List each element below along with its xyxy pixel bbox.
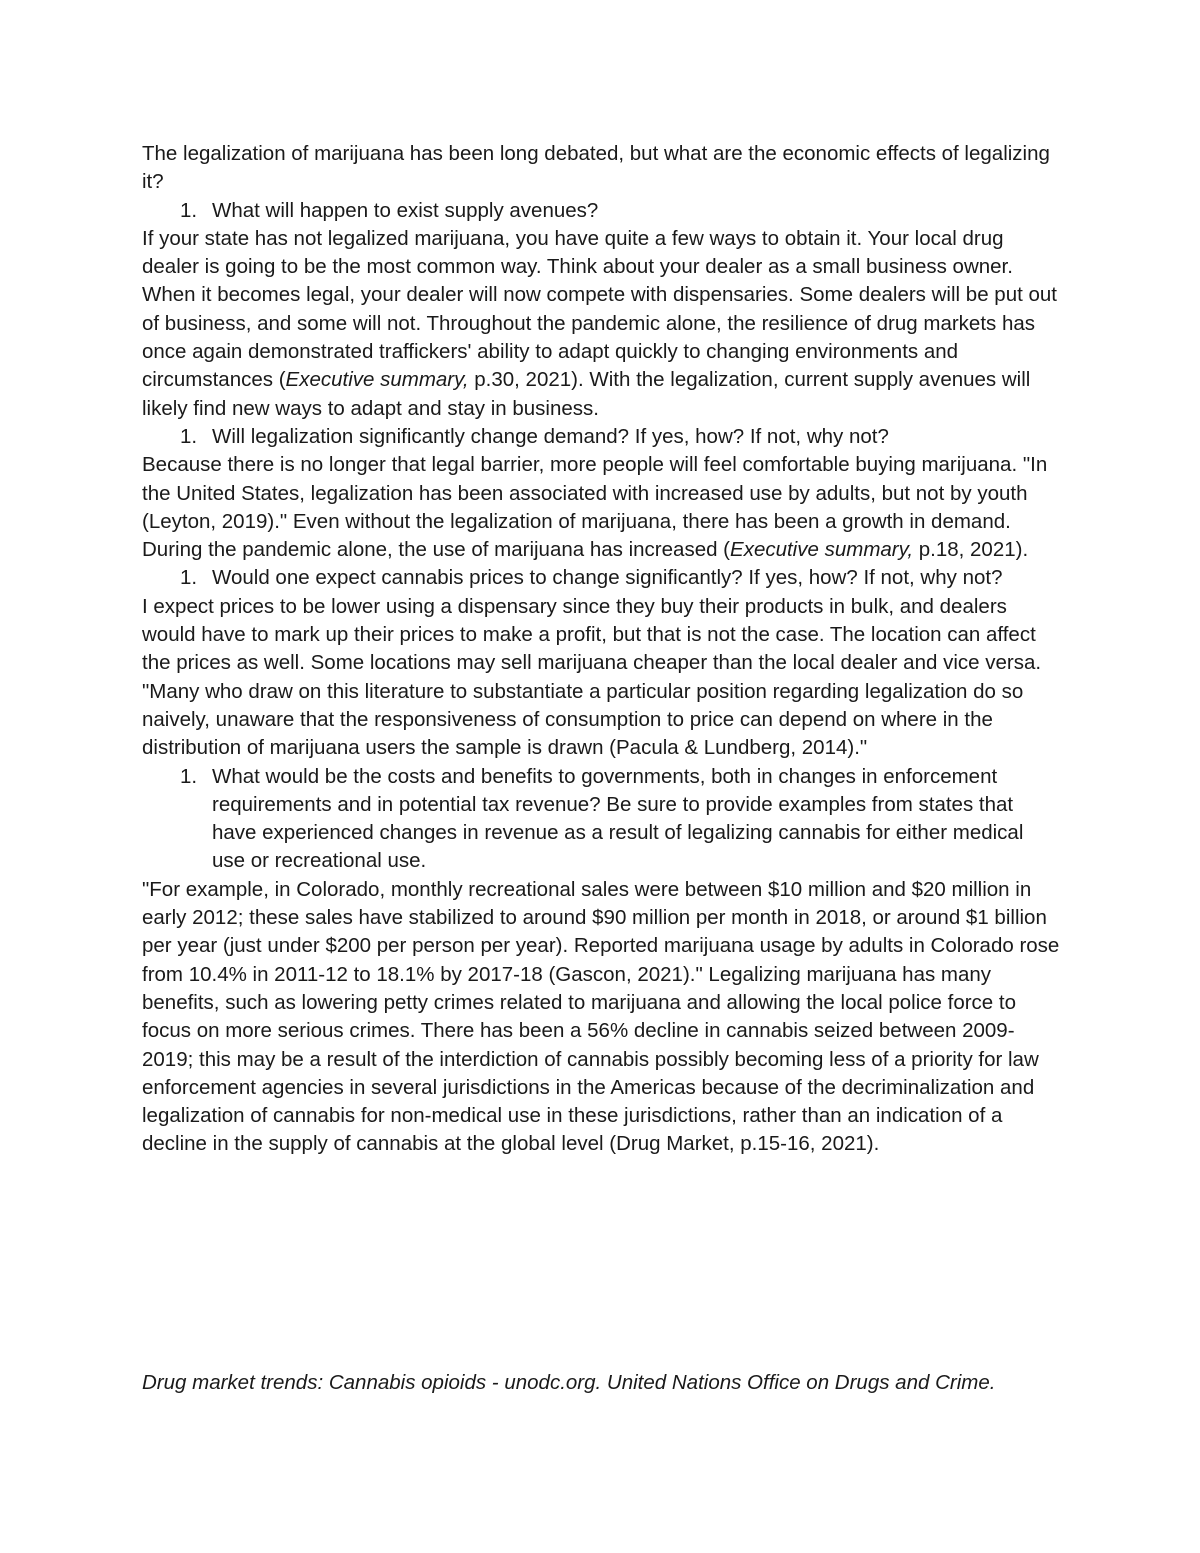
reference-citation: Drug market trends: Cannabis opioids - unodc.org. United Nations Office on Drugs and Crime. [142, 1371, 996, 1394]
question-4-text: What would be the costs and benefits to governments, both in changes in enforcement requirements and in potential tax revenue? Be sure to provide examples from states that have experienced changes in revenue as a result of legalizing cannabis for either medical use or recreational use. [212, 764, 1024, 873]
answer-2-part2: p.18, 2021). [913, 538, 1029, 562]
question-1 [142, 197, 1062, 225]
question-4 [142, 763, 1062, 876]
question-1-number: 1. [180, 198, 198, 222]
intro-paragraph: The legalization of marijuana has been long debated, but what are the economic effects of legalizing it? [142, 142, 1050, 194]
document-body [142, 140, 1062, 1159]
answer-3-paragraph: I expect prices to be lower using a dispensary since they buy their products in bulk, and dealers would have to mark up their prices to make a profit, but that is not the case. The location can affect the prices as well. Some locations may sell marijuana cheaper than the local dealer and vice versa. "Many who draw on this literature to substantiate a particular position regarding legalization do so naively, unaware that the responsiveness of consumption to price can depend on where in the distribution of marijuana users the sample is drawn (Pacula & Lundberg, 2014)." [142, 594, 1042, 760]
answer-2-part1: Because there is no longer that legal barrier, more people will feel comfortable buying marijuana. "In the United States, legalization has been associated with increased use by adults, but not by youth (Leyton, 2019)." Even without the legalization of marijuana, there has been a growth in demand. During the pandemic alone, the use of marijuana has increased ( [142, 453, 1048, 562]
answer-1-italic: Executive summary, [285, 368, 469, 392]
answer-2-italic: Executive summary, [730, 538, 914, 562]
answer-4-paragraph: "For example, in Colorado, monthly recreational sales were between $10 million and $20 million in early 2012; these sales have stabilized to around $90 million per month in 2018, or around $1 billion per year (just under $200 per person per year). Reported marijuana usage by adults in Colorado rose from 10.4% in 2011-12 to 18.1% by 2017-18 (Gascon, 2021)." Legalizing marijuana has many benefits, such as lowering petty crimes related to marijuana and allowing the local police force to focus on more serious crimes. There has been a 56% decline in cannabis seized between 2009-2019; this may be a result of the interdiction of cannabis possibly becoming less of a priority for law enforcement agencies in several jurisdictions in the Americas because of the decriminalization and legalization of cannabis for non-medical use in these jurisdictions, rather than an indication of a decline in the supply of cannabis at the global level (Drug Market, p.15-16, 2021). [142, 877, 1060, 1156]
answer-2-paragraph [142, 451, 1062, 564]
question-3-number: 1. [180, 566, 198, 590]
answer-1-part1: If your state has not legalized marijuana, you have quite a few ways to obtain it. Your local drug dealer is going to be the most common way. Think about your dealer as a small business owner. When it becomes legal, your dealer will now compete with dispensaries. Some dealers will be put out of business, and some will not. Throughout the pandemic alone, the resilience of drug markets has once again demonstrated traffickers' ability to adapt quickly to changing environments and circumstances ( [142, 226, 1057, 392]
answer-1-paragraph [142, 225, 1062, 423]
question-1-text: What will happen to exist supply avenues? [212, 198, 599, 222]
question-2-number: 1. [180, 424, 198, 448]
question-3-text: Would one expect cannabis prices to change significantly? If yes, how? If not, why not? [212, 566, 1003, 590]
question-2 [142, 423, 1062, 451]
question-2-text: Will legalization significantly change demand? If yes, how? If not, why not? [212, 424, 889, 448]
question-3 [142, 564, 1062, 592]
question-4-number: 1. [180, 764, 198, 788]
answer-1-part2: p.30, 2021). With the legalization, current supply avenues will likely find new ways to adapt and stay in business. [142, 368, 1031, 420]
